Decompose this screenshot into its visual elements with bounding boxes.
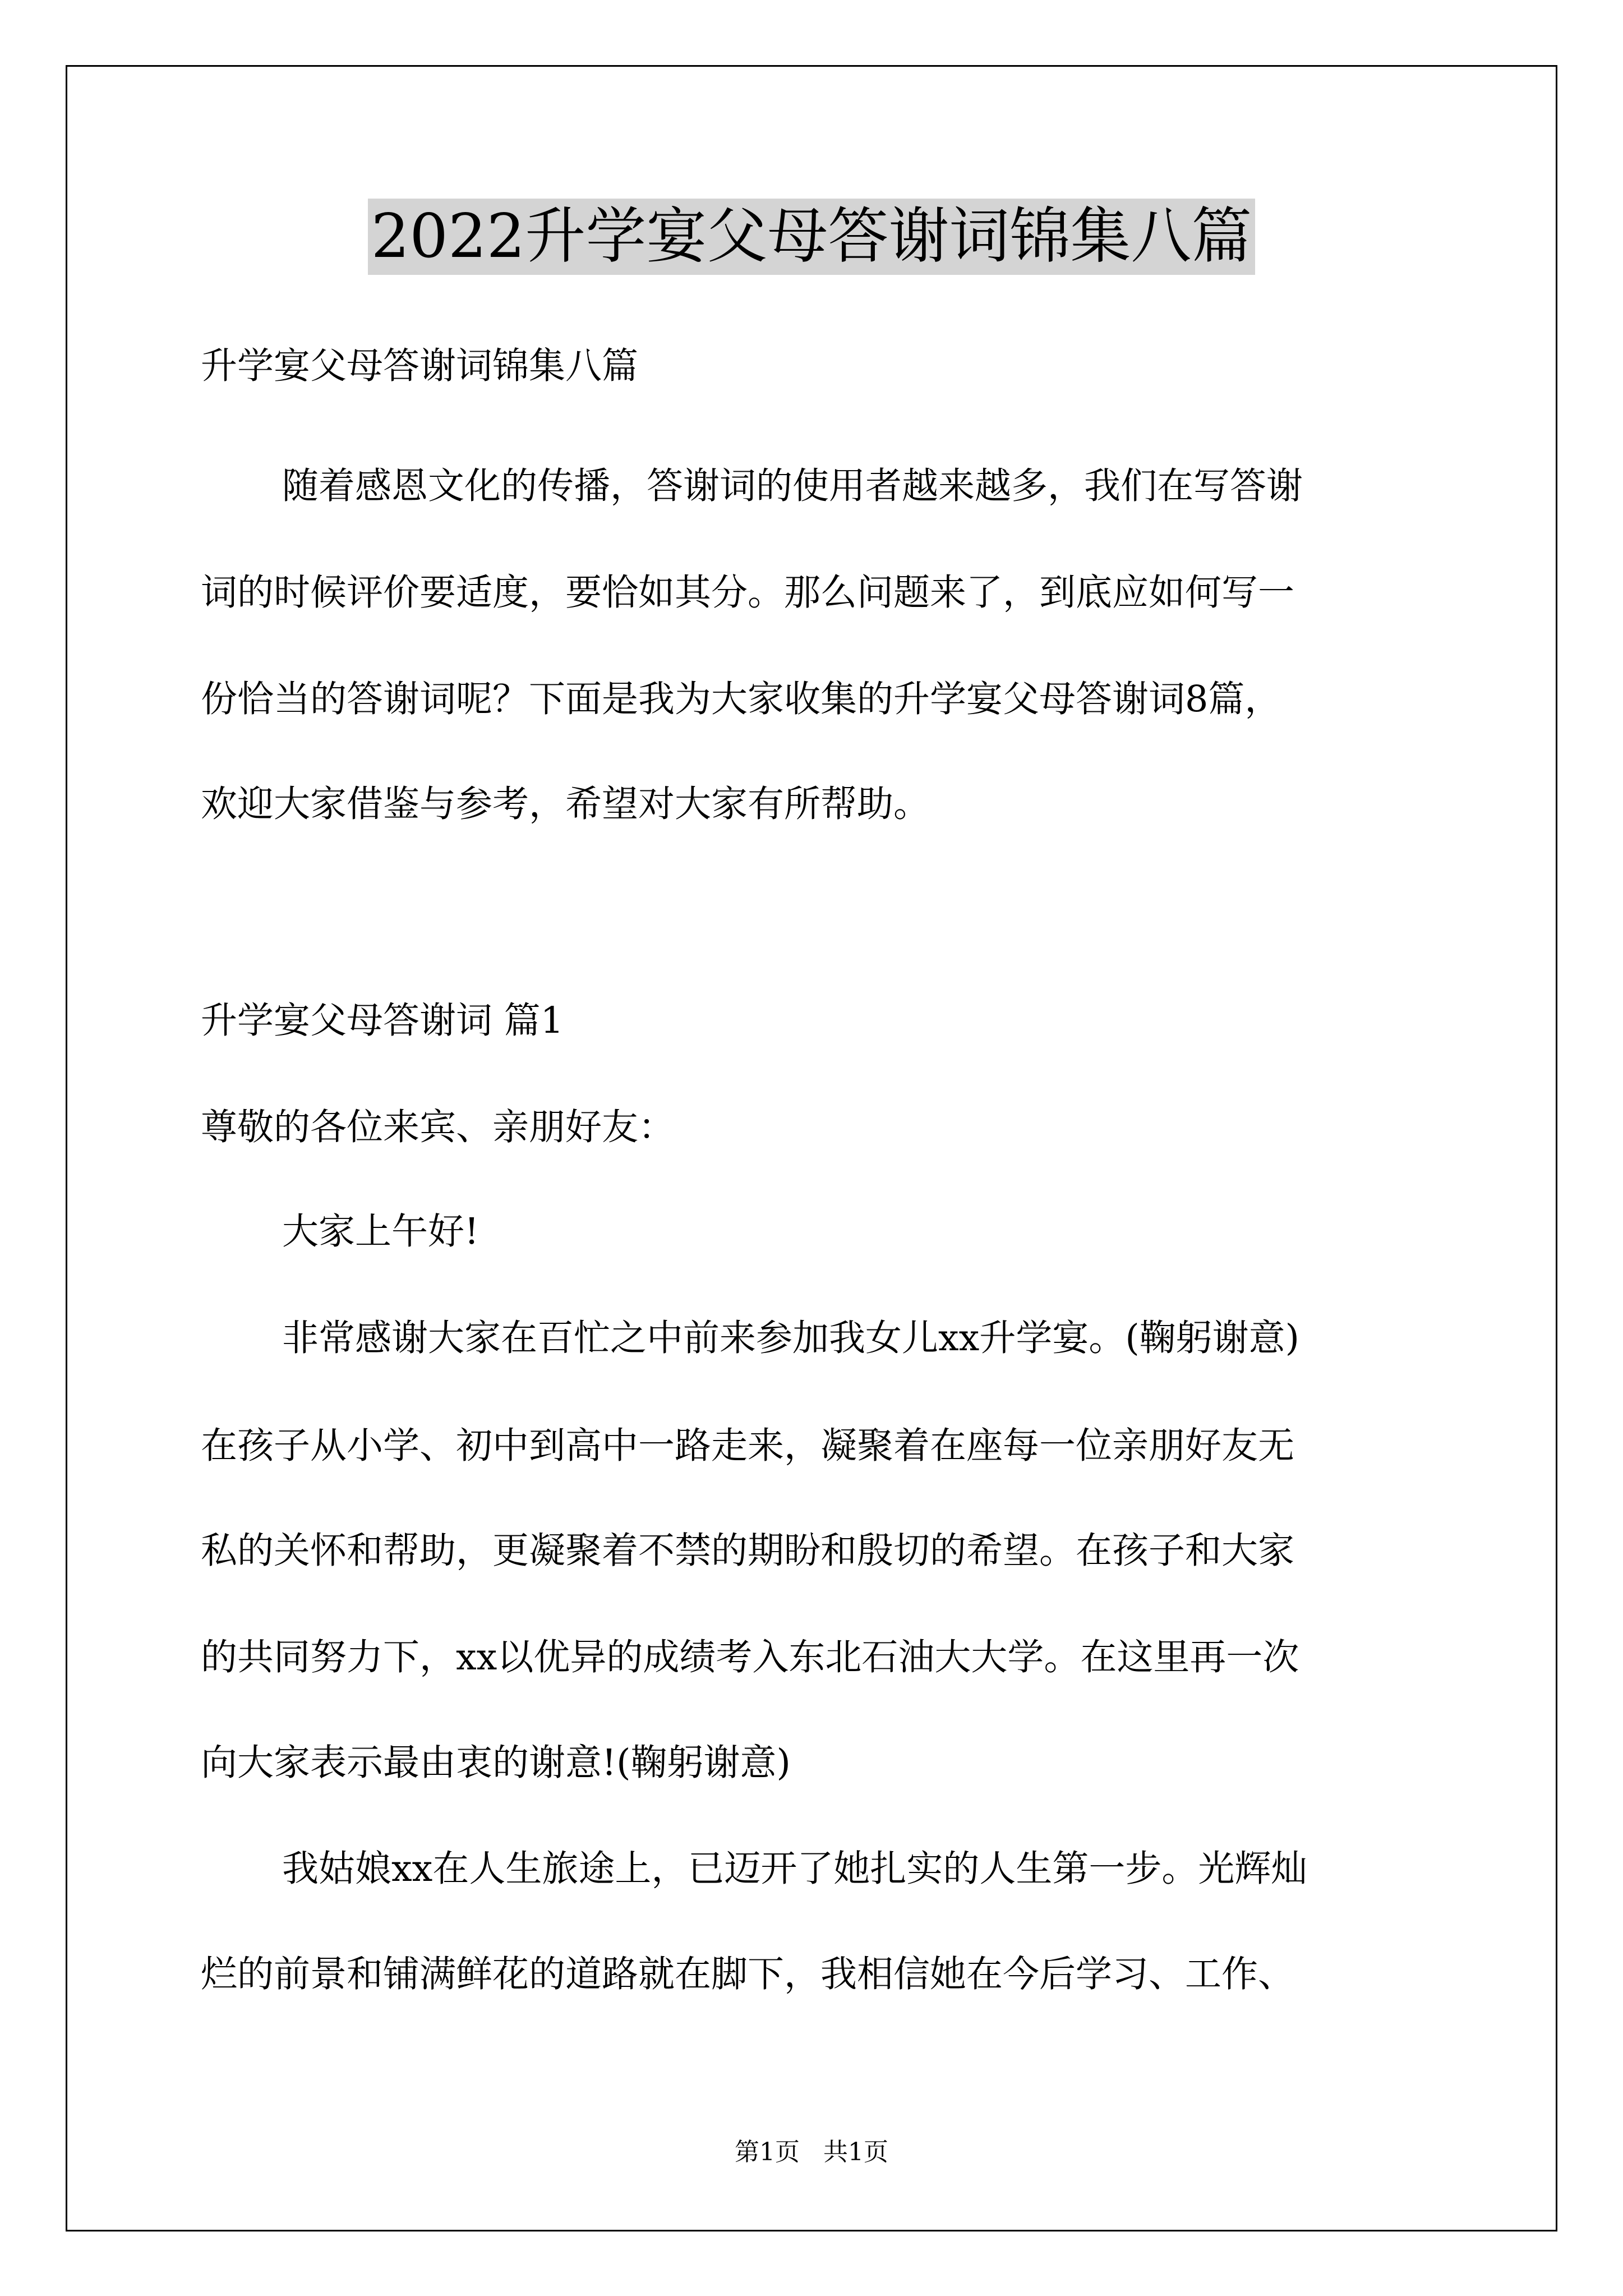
intro-line: 份恰当的答谢词呢？下面是我为大家收集的升学宴父母答谢词8篇， [201,678,1281,720]
body-line: 非常感谢大家在百忙之中前来参加我女儿xx升学宴。(鞠躬谢意) [282,1317,1300,1359]
document-title [0,199,1623,275]
body-line: 私的关怀和帮助，更凝聚着不禁的期盼和殷切的希望。在孩子和大家 [201,1530,1295,1572]
intro-line: 随着感恩文化的传播，答谢词的使用者越来越多，我们在写答谢 [282,465,1303,507]
body-line: 的共同努力下，xx以优异的成绩考入东北石油大大学。在这里再一次 [201,1636,1299,1678]
body-line: 烂的前景和铺满鲜花的道路就在脚下，我相信她在今后学习、工作、 [201,1953,1295,1995]
page-footer: 第1页 共1页 [735,2138,888,2166]
intro-line: 词的时候评价要适度，要恰如其分。那么问题来了，到底应如何写一 [201,572,1295,614]
body-line: 向大家表示最由衷的谢意!(鞠躬谢意) [201,1742,791,1784]
salutation: 尊敬的各位来宾、亲朋好友： [201,1106,675,1148]
document-subtitle: 升学宴父母答谢词锦集八篇 [201,345,639,387]
intro-line: 欢迎大家借鉴与参考，希望对大家有所帮助。 [201,783,930,825]
body-line: 我姑娘xx在人生旅途上，已迈开了她扎实的人生第一步。光辉灿 [282,1848,1308,1890]
section-heading: 升学宴父母答谢词 篇1 [201,1000,564,1042]
greeting: 大家上午好! [282,1211,479,1253]
document-title-text: 2022升学宴父母答谢词锦集八篇 [368,199,1256,275]
body-line: 在孩子从小学、初中到高中一路走来，凝聚着在座每一位亲朋好友无 [201,1425,1295,1467]
